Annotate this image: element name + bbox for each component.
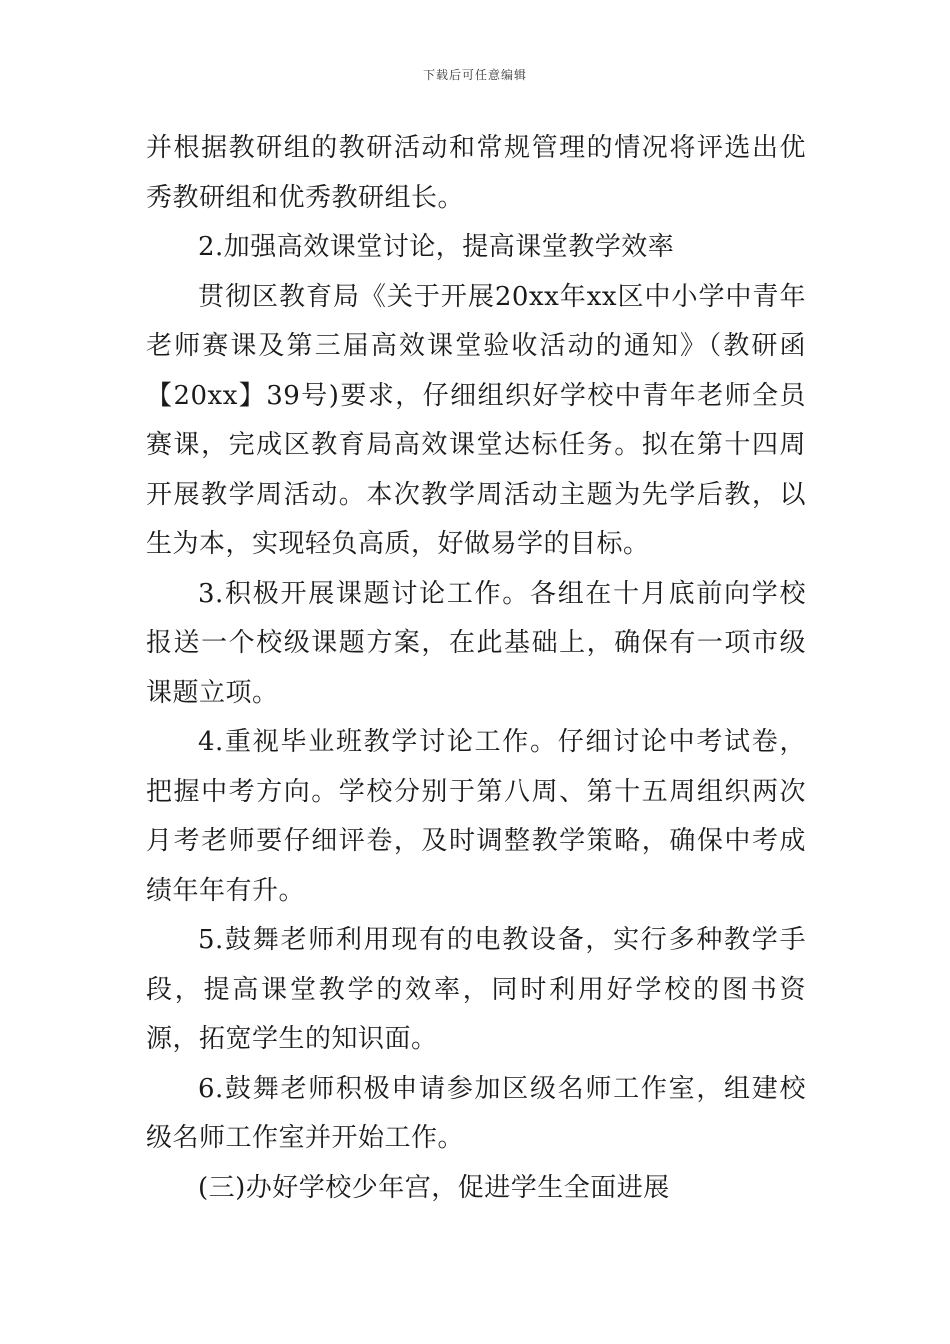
paragraph-item-4: 4.重视毕业班教学讨论工作。仔细讨论中考试卷，把握中考方向。学校分别于第八周、第十五周组织两次月考老师要仔细评卷，及时调整教学策略，确保中考成绩年年有升。 [146,727,806,906]
paragraph-item-5: 5.鼓舞老师利用现有的电教设备，实行多种教学手段，提高课堂教学的效率，同时利用好学校的图书资源，拓宽学生的知识面。 [146,925,806,1054]
document-body [146,124,806,1213]
page-header-note: 下载后可任意编辑 [422,68,527,82]
paragraph-item-3: 3.积极开展课题讨论工作。各组在十月底前向学校报送一个校级课题方案，在此基础上，确保有一项市级课题立项。 [146,578,806,708]
paragraph-heading-2: 2.加强高效课堂讨论，提高课堂教学效率 [198,232,675,262]
paragraph-continuation: 并根据教研组的教研活动和常规管理的情况将评选出优秀教研组和优秀教研组长。 [146,133,806,213]
paragraph-item-6: 6.鼓舞老师积极申请参加区级名师工作室，组建校级名师工作室并开始工作。 [146,1073,806,1153]
section-heading-3: (三)办好学校少年宫，促进学生全面进展 [198,1172,670,1203]
paragraph-bureau-notice: 贯彻区教育局《关于开展20xx年xx区中小学中青年老师赛课及第三届高效课堂验收活动的通知》（教研函【20xx】39号)要求，仔细组织好学校中青年老师全员赛课，完成区教育局高效课堂达标任务。拟在第十四周开展教学周活动。本次教学周活动主题为先学后教，以生为本，实现轻负高质，好做易学的目标。 [146,281,806,559]
